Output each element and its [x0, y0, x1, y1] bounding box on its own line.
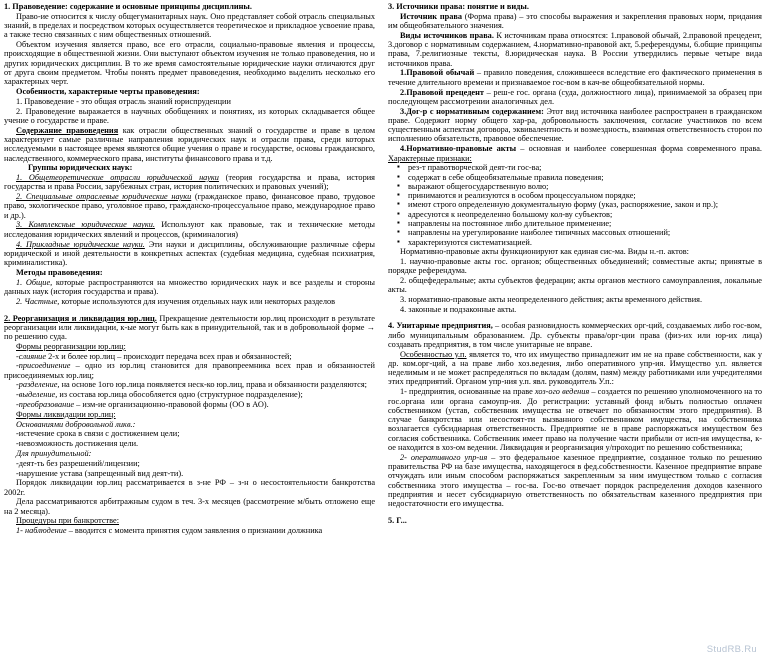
paragraph: Содержание правоведения как отрасли общественных знаний о государстве и праве в целом характеризует самые различные направления юридических наук и отрасли права, среди которых исследуемыми в настоящее время являются общие учения о праве и государстве, основы гражданского, наследственного, коммерческого права, институты финансового права и т.д.	[4, 125, 375, 163]
paragraph: Особенностью у.п. является то, что их имущество принадлежит им не на праве собственности, как у др. ком.орг-ций, а на праве либо хоз.ведения, либо оперативного упр-ия. Имущество у.п. является неделимым и не может распределяться по вкладам (долям, паям) между работниками или учредителями этих предприятий. Органом упр-ния у.п. явл. руководитель У.п.:	[388, 349, 762, 387]
list-item: 1- предприятия, основанные на праве хоз-ого ведения – создается по решению уполномоченного на то гос.органа или органа самоупр-ия. До регистрации: уставный фонд и/быть полностью оплачен собственником (устав, собственник имущества не отвечает по обязанностям этого предприятия). В случае банкротства или несостоят-ти вызванного собственником имущества, на собственника возлагается субсидиарная ответственность. Предприятие не в праве распоряжаться имуществом без согласия собственника. Собственник имеет право на получение части прибыли от исп-ия имущества, к-ое находится в хоз-ом ведении. Ликвидация и реорганизация у/проходит по решению собственника;	[388, 387, 762, 452]
paragraph: Виды источников права. К источникам права относятся: 1.правовой обычай, 2.правовой прецедент, 3.договор с нормативным содержанием, 4.нормативно-правовой акт, 5.референдумы, 6.общие принципы права, 7.религиозные тексты, 8.юридическая наука. В России утвердились первые четыре вида источников права.	[388, 30, 762, 68]
list-item: ▪ содержат в себе общеобязательные правила поведения;	[408, 173, 762, 182]
list-item: ▪ рез-т правотворческой деят-ти гос-ва;	[408, 163, 762, 172]
subheading: Особенности, характерные черты правоведения:	[16, 87, 200, 97]
list-item: 2. Частные, которые используются для изучения отдельных наук или некоторых разделов	[16, 296, 336, 306]
paragraph: 3.Дог-р с нормативным содержанием: Этот вид источника наиболее распространен в гражданском праве. Содержит норму общего хар-ра, добровольность заключения, согласие участников по всем существенным аспектам договора, эквивалентность и возмездность, взаимная ответственность сторон по исполнению обязательств, правовое обеспечение.	[388, 106, 762, 144]
list-item: -деят-ть без разрешений/лицензии;	[16, 458, 140, 468]
list-item: 1. Общетеоретические отрасли юридической науки (теория государства и права, история государства и права России, зарубежных стран, история политических и правовых учений);	[4, 173, 375, 192]
list-item: ▪ направлены на постоянное либо длительное применение;	[408, 219, 762, 228]
list-item: -нарушение устава (запрещенный вид деят-ти).	[16, 468, 184, 478]
list-item: 2. Правоведение выражается в научных обобщениях и понятиях, из которых складывается общее учение о государстве и праве.	[4, 106, 375, 125]
section-5-title: 5. Г...	[388, 515, 407, 525]
watermark: StudRB.Ru	[706, 644, 757, 656]
section-2-paragraph: 2. Реорганизация и ликвидация юр.лиц. Прекращение деятельности юр.лиц происходит в результате реорганизации или ликвидации, к-ые могут быть как в принудительной, так и в добровольной форме → по решению суда.	[4, 313, 375, 342]
list-item: ▪ имеют строго определенную документальную форму (указ, распоряжение, закон и пр.);	[408, 200, 762, 209]
list-item: 2- оперативного упр-ия – это федеральное казенное предприятие, созданное только по решению правительства РФ на базе имущества, находящегося в фед.собственности. Казенное предприятие вправе отчуждать или иным способом распоряжаться закрепленным за ним имуществом только с согласия собственника этого имущества – гос-ва. Гос-во отвечает порядок распределения доходов казенного предприятия и несет субсидиарную ответственность по обязательствам казенного предприятия при недостаточности его имущества.	[388, 452, 762, 509]
left-column	[4, 2, 375, 660]
list-item: -выделение, из состава юр.лица обособляется одно (структурное подразделение);	[16, 390, 303, 400]
paragraph: Источник права (Форма права) – это способы выражения и закрепления правовых норм, придания им общеобязательного значения.	[388, 11, 762, 31]
list-item: 1. научно-правовые акты гос. органов; общественных объединений; совместные акты; принятые в порядке референдума.	[388, 256, 762, 275]
list-item: 1- наблюдение – вводится с момента принятия судом заявления о признании должника	[16, 526, 323, 536]
section-4-paragraph: 4. Унитарные предприятия, – особая разновидность коммерческих орг-ций, создаваемых либо гос-вом, либо муниципальным образованием. Др. субъекты права/орг-ции права (физ-их или юр-их лица) создавать предприятия, в том числе унитарные не вправе.	[388, 321, 762, 349]
list-item: 1. Общие, которые распространяются на множество юридических наук и все разделы и стороны данных наук (история государства и права).	[4, 277, 375, 296]
list-item: -разделение, на основе 1ого юр.лица появляется неск-ко юр.лиц, права и обязанности разделяются;	[16, 380, 367, 390]
list-item: ▪ характеризуются систематизацией.	[408, 238, 762, 247]
list-item: 2. общефедеральные; акты субъектов федерации; акты органов местного самоуправления, локальные акты.	[388, 275, 762, 294]
list-item: -истечение срока в связи с достижением цели;	[16, 429, 180, 439]
subheading: Методы правоведения:	[16, 267, 103, 277]
list-item: -невозможность достижения цели.	[16, 439, 139, 449]
features-list	[388, 163, 762, 247]
list-item: -преобразование – изм-ие организационно-правовой формы (ОО в АО).	[16, 400, 269, 410]
list-item: 1. Правоведение - это общая отрасль знаний юриспруденции	[16, 96, 231, 106]
list-item: ▪ направлены на урегулирование наиболее типичных массовых отношений;	[408, 228, 762, 237]
paragraph: 4.Нормативно-правовые акты – основная и наиболее совершенная форма современного права. Характерные признаки:	[388, 144, 762, 163]
right-column	[388, 2, 762, 660]
list-item: 4. законные и подзаконные акты.	[400, 304, 517, 314]
section-4-title: 4. Унитарные предприятия,	[388, 321, 493, 331]
paragraph: 1.Правовой обычай – правило поведения, сложившееся вследствие его фактического применения в течение длительного времени и признаваемое гос-вом в кач-ве общеобязательной нормы.	[388, 68, 762, 87]
subheading: Формы ликвидации юр.лиц:	[16, 409, 116, 419]
paragraph: Нормативно-правовые акты функционируют как единая сис-ма. Виды н.-п. актов:	[400, 246, 689, 256]
list-item: 4. Прикладные юридические науки. Эти науки и дисциплины, обслуживающие различные сферы юридической и иной деятельности в конкретных аспектах (судебная медицина, судебная психиатрия, криминалистика).	[4, 239, 375, 268]
subheading: Процедуры при банкротстве:	[16, 516, 120, 526]
paragraph: 2.Правовой прецедент – реш-е гос. органа (суда, должностного лица), принимаемой за образец при последующем рассмотрении аналогичных дел.	[388, 87, 762, 106]
subheading: Формы реорганизации юр.лиц:	[16, 341, 126, 351]
list-item: -слияние 2-х и более юр.лиц – происходит передача всех прав и обязанностей;	[16, 351, 292, 361]
paragraph: Объектом изучения является право, все его отрасли, социально-правовые явления и процессы, происходящие в общественной жизни. Они выступают объектом изучения не только правоведения, но и других юридических дисциплин. В то же время самостоятельные юридические науки отличаются друг от друга своим предметом. Чтобы понять предмет правоведения, необходимо выделить несколько его характерных черт.	[4, 40, 375, 87]
section-1-title: 1. Правоведение: содержание и основные принципы дисциплины.	[4, 2, 252, 11]
section-3-title: 3. Источники права: понятие и виды.	[388, 2, 529, 11]
list-item: 3. нормативно-правовые акты неопределенного действия; акты временного действия.	[400, 294, 703, 304]
subheading: Группы юридических наук:	[28, 163, 133, 173]
list-item: -присоединение – одно из юр.лиц становится для правопреемника всех прав и обязанностей присоединяемых юр.лиц;	[4, 361, 375, 380]
list-label: Основаниями добровольной ликв.:	[16, 419, 136, 429]
paragraph: Право-ие относится к числу общегуманитарных наук. Оно представляет собой отрасль специальных знаний, в пределах и посредством которых осуществляется теоретическое и прикладное усвоение права, а также тесно связанных с ним общественных отношений.	[4, 11, 375, 40]
section-2-title: 2. Реорганизация и ликвидация юр.лиц.	[4, 313, 157, 323]
list-item: ▪ адресуются к неопределенно большому кол-ву субъектов;	[408, 210, 762, 219]
list-item: ▪ выражают общегосударственную волю;	[408, 182, 762, 191]
list-item: 3. Комплексные юридические науки. Используют как правовые, так и технические методы исследования юридических явлений и процессов, (криминалогия)	[4, 220, 375, 239]
list-item: 2. Специальные отраслевые юридические науки (гражданское право, финансовое право, трудовое право, экологическое право, уголовное право, гражданско-процессуальное право, международное право и др.).	[4, 192, 375, 220]
list-item: ▪ принимаются и реализуются в особом процессуальном порядке;	[408, 191, 762, 200]
paragraph: Порядок ликвидации юр.лиц рассматривается в з-не РФ – з-н о несостоятельности банкротства 2002г.	[4, 478, 375, 497]
paragraph: Дела рассматриваются арбитражным судом в теч. 3-х месяцев (рассмотрение м/быть отложено еще на 2 месяца).	[4, 497, 375, 516]
list-label: Для принудительной:	[16, 448, 92, 458]
